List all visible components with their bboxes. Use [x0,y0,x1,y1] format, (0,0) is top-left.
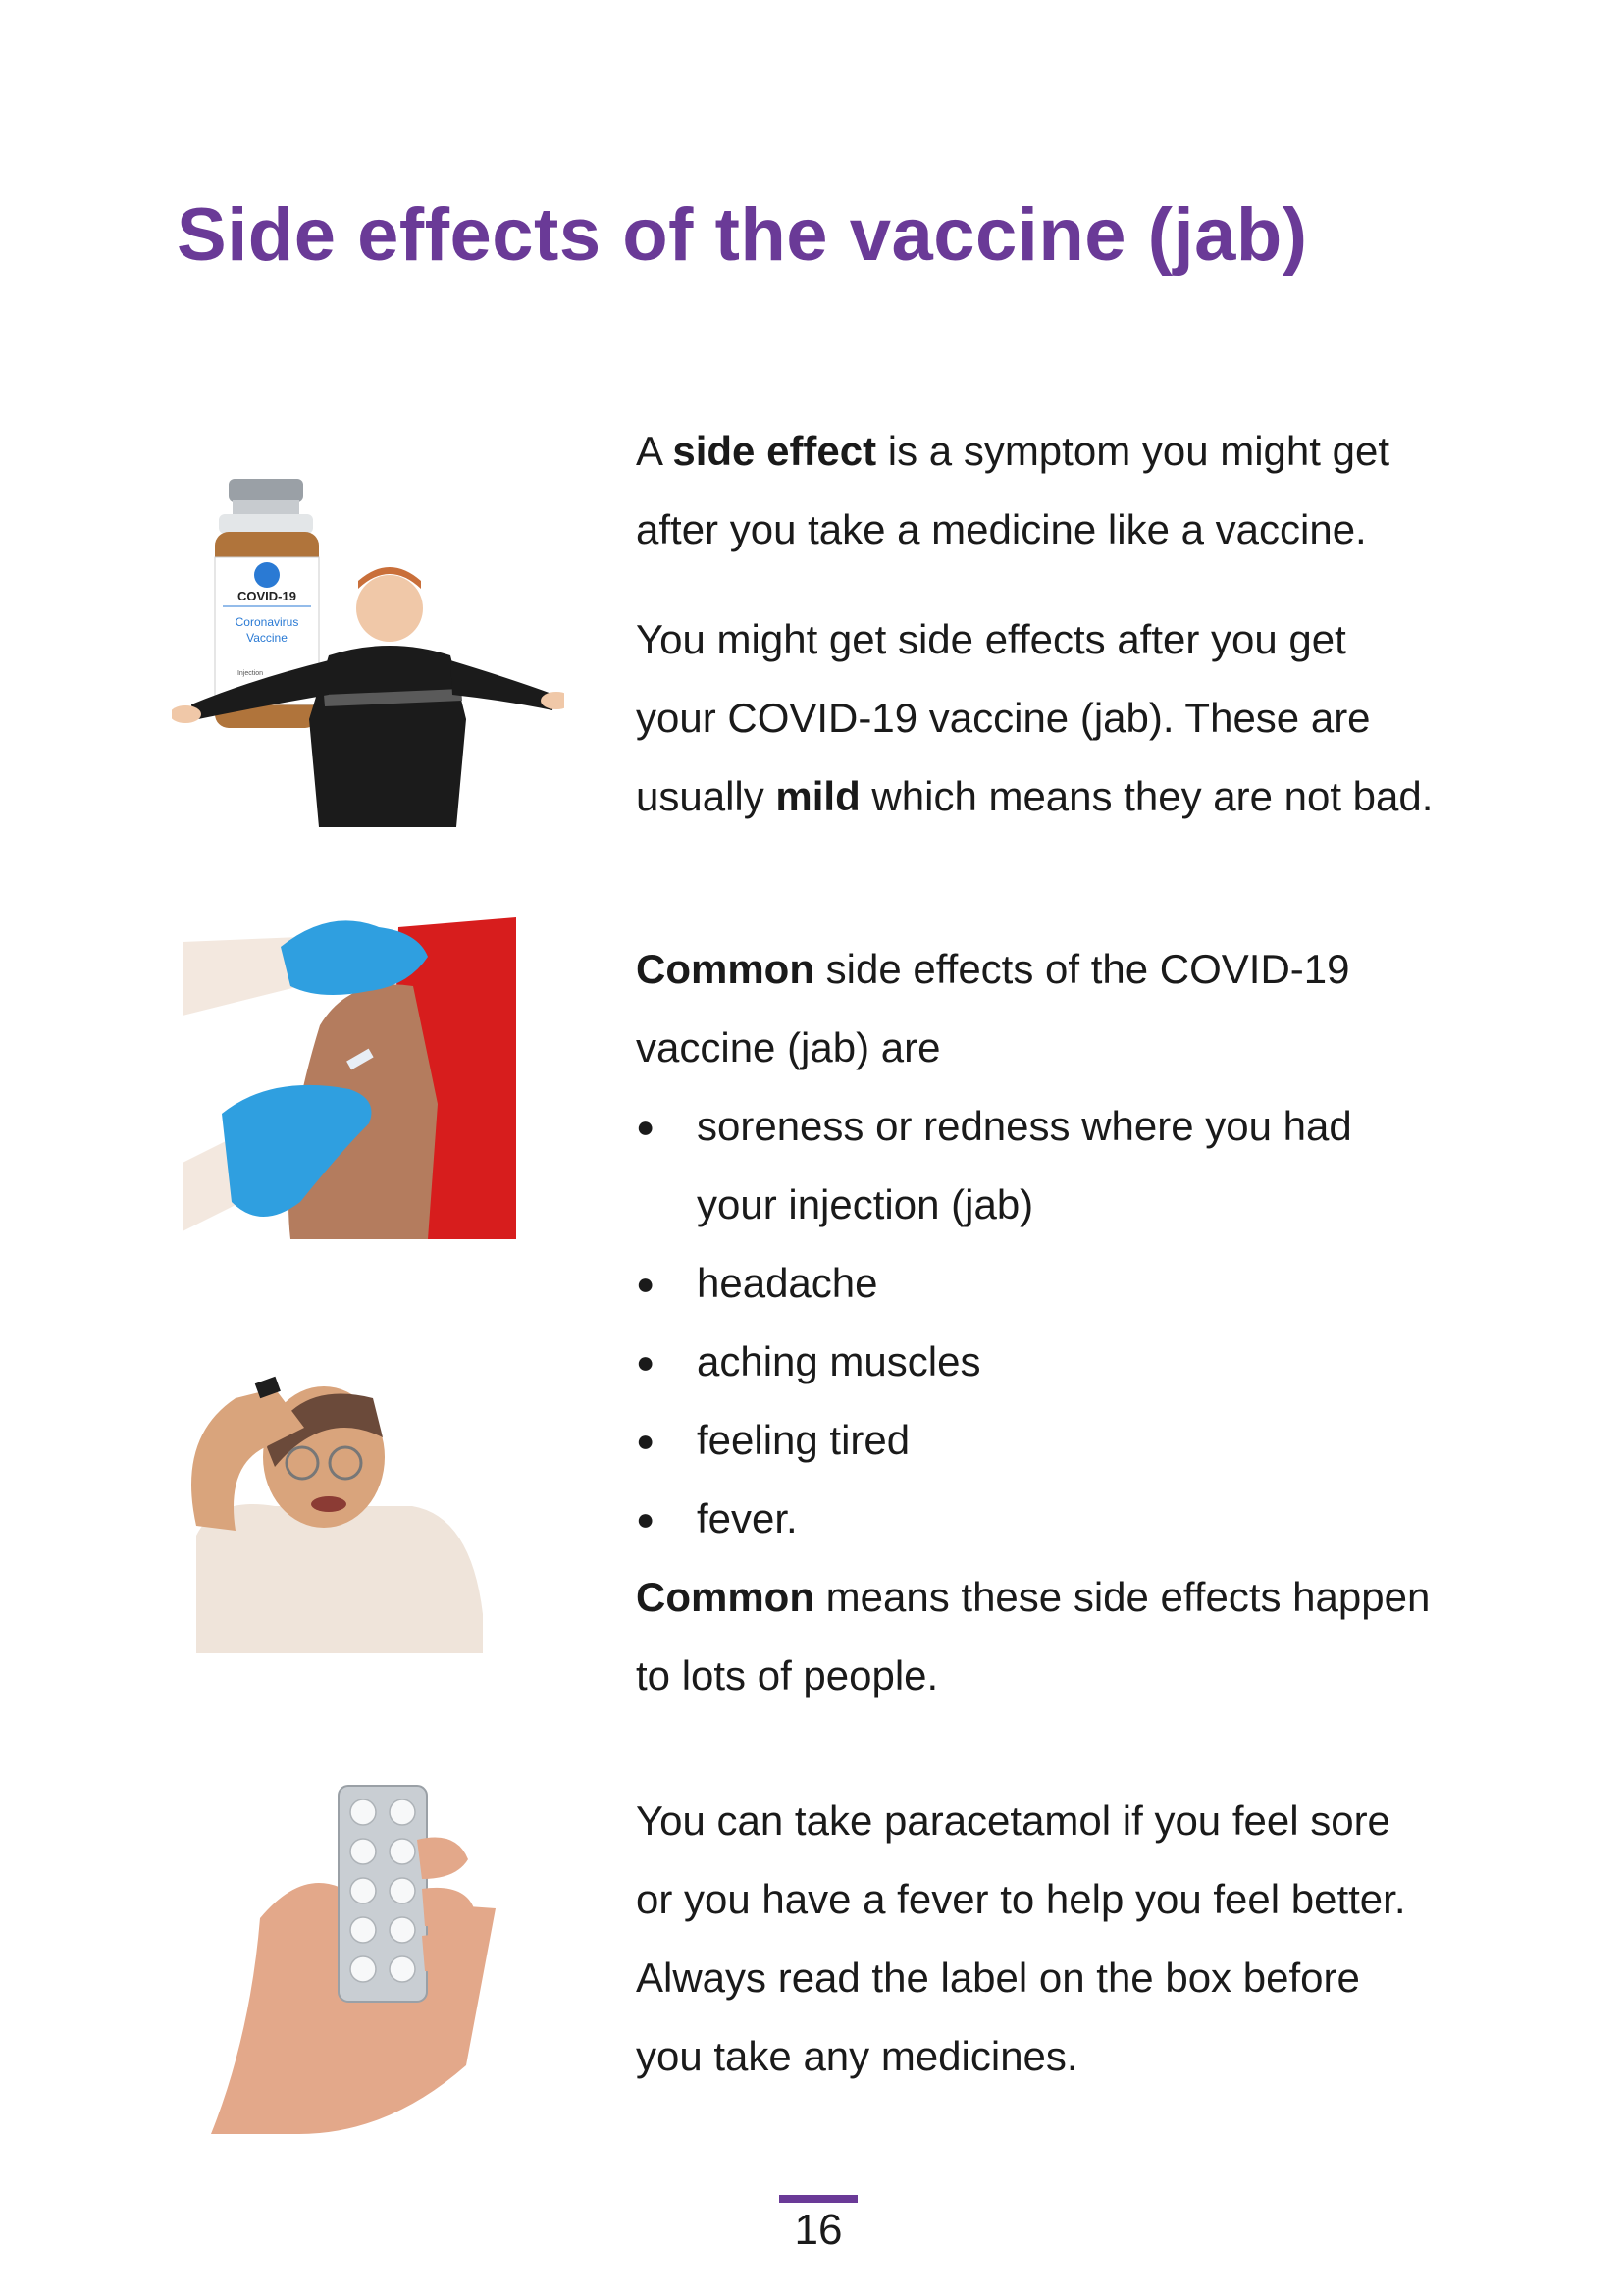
common-side-effects-block [636,930,1519,1715]
list-item: ● headache [636,1244,1519,1323]
vial-label-covid: COVID-19 [237,589,296,603]
headache-woman-illustration [177,1359,491,1653]
side-effects-list [636,1087,1519,1558]
vial-label-coronavirus: Coronavirus [235,615,299,629]
page-number-bar [779,2195,858,2203]
mild-side-effects-paragraph: You might get side effects after you get your COVID-19 vaccine (jab). These are usually mild which means they are not bad. [636,616,1434,819]
paracetamol-block [636,1782,1519,2096]
paracetamol-hand-illustration [211,1781,496,2134]
list-item: ● soreness or redness where you had your injection (jab) [636,1087,1519,1244]
page-title: Side effects of the vaccine (jab) [177,193,1308,277]
common-definition: Common means these side effects happen to lots of people. [636,1574,1431,1698]
vaccine-vial-man-illustration [172,479,564,832]
injection-arm-illustration [183,908,516,1239]
vial-label-vaccine: Vaccine [246,631,288,645]
vial-label-injection: Injection [236,670,264,677]
list-item: ● aching muscles [636,1323,1519,1401]
list-item: ● feeling tired [636,1401,1519,1480]
page-number: 16 [794,2206,843,2254]
list-item: ● fever. [636,1480,1519,1558]
intro-block [636,412,1519,836]
paracetamol-paragraph: You can take paracetamol if you feel sore or you have a fever to help you feel better. Always read the label on the box before you take any medicines. [636,1798,1406,2079]
side-effect-definition: A side effect is a symptom you might get after you take a medicine like a vaccine. [636,428,1389,552]
common-intro: Common side effects of the COVID-19 vaccine (jab) are [636,946,1350,1070]
